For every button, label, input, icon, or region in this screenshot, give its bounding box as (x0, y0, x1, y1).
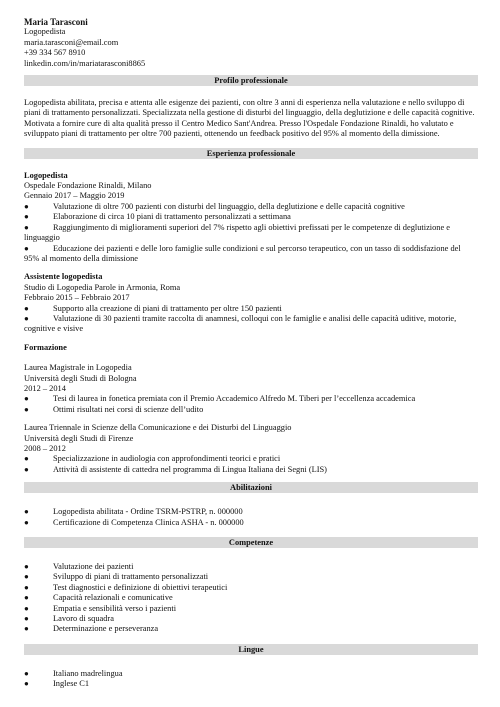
bullet-icon: ● (24, 243, 29, 253)
list-item: ● Raggiungimento di miglioramenti superiori del 7% rispetto agli obiettivi prefissati per le competenze di deglutizione e linguaggio (24, 222, 451, 243)
degree-dates: 2008 – 2012 (24, 444, 66, 453)
bullet-icon: ● (24, 572, 29, 582)
degree-school: Università degli Studi di Firenze (24, 433, 134, 443)
bullet-icon: ● (24, 562, 29, 572)
list-item: ● Attività di assistente di cattedra nel programma di Lingua Italiana dei Segni (LIS) (24, 464, 327, 474)
job-entry (24, 272, 478, 334)
job-entry (24, 171, 478, 265)
list-item: ● Educazione dei pazienti e delle loro famiglie sulle condizioni e sul percorso terapeutico, con un tasso di soddisfazione del 95% al momento della dimissione (24, 243, 461, 263)
list-item: ● Logopedista abilitata - Ordine TSRM-PSTRP, n. 000000 (24, 507, 243, 517)
list-item: ● Italiano madrelingua (24, 668, 123, 678)
certifications-list (24, 507, 478, 528)
degree-entry (24, 423, 478, 475)
bullet-icon: ● (24, 212, 29, 222)
bullet-icon: ● (24, 668, 29, 678)
contact-block (24, 17, 478, 69)
bullet-icon: ● (24, 394, 29, 404)
degree-entry (24, 363, 478, 415)
phone-text: +39 334 567 8910 (24, 48, 86, 58)
job-employer: Ospedale Fondazione Rinaldi, Milano (24, 181, 152, 191)
bullet-icon: ● (24, 593, 29, 603)
bullet-icon: ● (24, 679, 29, 689)
list-item: ● Determinazione e perseveranza (24, 624, 159, 634)
list-item: ● Specializzazione in audiologia con approfondimenti teorici e pratici (24, 454, 281, 464)
list-item: ● Empatia e sensibilità verso i pazienti (24, 603, 177, 613)
degree-dates: 2012 – 2014 (24, 383, 66, 393)
bullet-icon: ● (24, 582, 29, 592)
bullet-icon: ● (24, 603, 29, 613)
languages-list (24, 669, 478, 690)
bullet-icon: ● (24, 624, 29, 634)
degree-bullets (24, 394, 478, 415)
list-item: ● Tesi di laurea in fonetica premiata con il Premio Accademico Alfredo M. Tiberi per l’eccellenza accademica (24, 394, 416, 404)
list-item: ● Lavoro di squadra (24, 614, 114, 624)
profile-text: Logopedista abilitata, precisa e attenta alle esigenze dei pazienti, con oltre 3 anni di esperienza nella valutazione e nello sviluppo di piani di trattamento personalizzati. Specializzata nella gestione di disturbi del linguaggio, della deglutizione e delle capacità cognitive. Motivata a fornire cure di alta qualità presso il Centro Medico Sant'Andrea. Presso l'Ospedale Fondazione Rinaldi, ho valutato e sviluppato piani di trattamento per oltre 700 pazienti, ottenendo un feedback positivo del 95% al momento della dimissione. (24, 98, 475, 139)
list-item: ● Sviluppo di piani di trattamento personalizzati (24, 572, 209, 582)
job-bullets (24, 202, 478, 264)
degree-bullets (24, 454, 478, 475)
bullet-icon: ● (24, 222, 29, 232)
email-text: maria.tarasconi@email.com (24, 37, 119, 47)
experience-heading: Esperienza professionale (24, 148, 478, 159)
list-item: ● Valutazione di 30 pazienti tramite raccolta di anamnesi, colloqui con le famiglie e analisi delle capacità uditive, motorie, cognitive e visive (24, 313, 457, 334)
certifications-heading: Abilitazioni (24, 482, 478, 493)
degree-school: Università degli Studi di Bologna (24, 373, 137, 383)
bullet-icon: ● (24, 507, 29, 517)
bullet-icon: ● (24, 517, 29, 527)
skills-heading: Competenze (24, 537, 478, 548)
job-bullets (24, 304, 478, 335)
list-item: ● Capacità relazionali e comunicative (24, 593, 173, 603)
degree-name: Laurea Triennale in Scienze della Comunicazione e dei Disturbi del Linguaggio (24, 423, 292, 433)
list-item: ● Certificazione di Competenza Clinica ASHA - n. 000000 (24, 517, 244, 527)
degree-name: Laurea Magistrale in Logopedia (24, 363, 132, 373)
list-item: ● Supporto alla creazione di piani di trattamento per oltre 150 pazienti (24, 303, 282, 313)
job-title: Logopedista (24, 170, 68, 180)
list-item: ● Inglese C1 (24, 679, 90, 689)
job-employer: Studio di Logopedia Parole in Armonia, Roma (24, 282, 181, 292)
bullet-icon: ● (24, 404, 29, 414)
bullet-icon: ● (24, 313, 29, 323)
candidate-title: Logopedista (24, 27, 66, 37)
bullet-icon: ● (24, 303, 29, 313)
linkedin-text: linkedin.com/in/mariatarasconi8865 (24, 58, 146, 68)
bullet-icon: ● (24, 464, 29, 474)
bullet-icon: ● (24, 201, 29, 211)
bullet-icon: ● (24, 614, 29, 624)
list-item: ● Valutazione di oltre 700 pazienti con disturbi del linguaggio, della deglutizione e delle capacità cognitive (24, 201, 405, 211)
list-item: ● Ottimi risultati nei corsi di scienze dell’udito (24, 404, 204, 414)
skills-list (24, 562, 478, 635)
job-dates: Febbraio 2015 – Febbraio 2017 (24, 293, 130, 303)
list-item: ● Test diagnostici e definizione di obiettivi terapeutici (24, 582, 228, 592)
list-item: ● Valutazione dei pazienti (24, 562, 134, 572)
bullet-icon: ● (24, 454, 29, 464)
candidate-name: Maria Tarasconi (24, 17, 88, 27)
profile-heading: Profilo professionale (24, 75, 478, 86)
education-heading: Formazione (24, 342, 67, 352)
languages-heading: Lingue (24, 644, 478, 655)
job-title: Assistente logopedista (24, 272, 103, 282)
job-dates: Gennaio 2017 – Maggio 2019 (24, 191, 125, 201)
list-item: ● Elaborazione di circa 10 piani di trattamento personalizzati a settimana (24, 212, 291, 222)
